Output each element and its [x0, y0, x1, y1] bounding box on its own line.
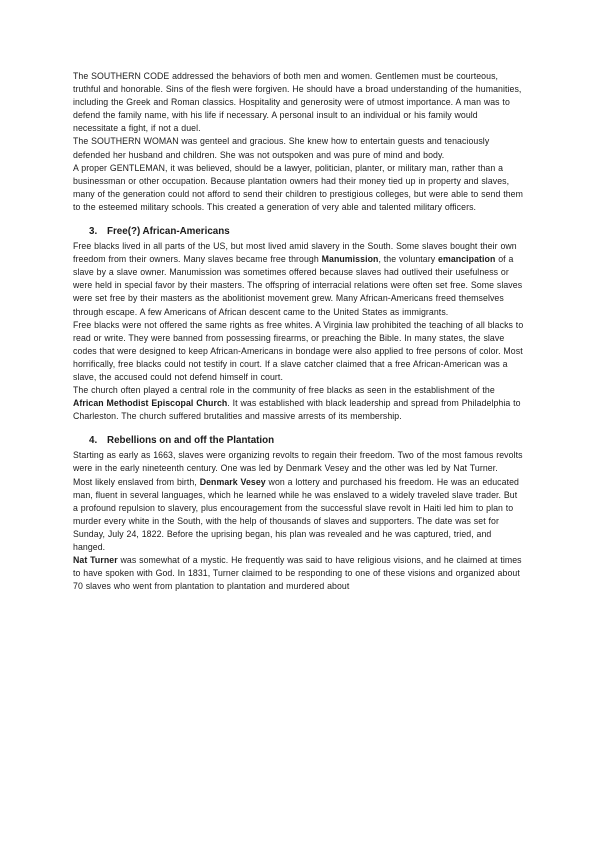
church-paragraph: The church often played a central role in the community of free blacks as seen in the establishment of the African Methodist Episcopal Church. It was established with black leadership and spread from Philadelphia to Charleston. The church suffered brutalities and massive arrests of its membership. [73, 385, 521, 422]
denmark-vesey-paragraph: Most likely enslaved from birth, Denmark Vesey won a lottery and purchased his freedom. He was an educated man, fluent in several languages, which he learned while he was enslaved to a widely traveled slave trader. But a profound repulsion to slavery, plus encouragement from the successful slave revolt in Haiti led him to plan to murder every white in the South, with the help of thousands of slaves and supporters. The date was set for Sunday, July 24, 1822. Before the uprising began, his plan was revealed and he was captured, tried, and hanged. [73, 476, 519, 552]
term-emancipation: emancipation [438, 254, 496, 265]
gentleman-paragraph: A proper GENTLEMAN, it was believed, should be a lawyer, politician, planter, or military man, rather than a businessman or other occupation. Because plantation owners had their money tied up in property and slaves, many of the generation could not afford to send their children to prestigious colleges, but were able to send them to the esteemed military schools. This created a generation of very able and talented military officers. [73, 162, 523, 212]
term-ame-church: African Methodist Episcopal Church [73, 398, 228, 409]
section-title: Rebellions on and off the Plantation [107, 435, 275, 447]
section-number: 4. [89, 435, 98, 447]
southern-code-section [73, 70, 524, 214]
section-heading-rebellions [73, 434, 524, 447]
term-manumission: Manumission [321, 254, 379, 265]
section-number: 3. [89, 226, 98, 238]
revolts-paragraph: Starting as early as 1663, slaves were organizing revolts to regain their freedom. Two of the most famous revolts were in the early nineteenth century. One was led by Denmark Vesey and the other was led by Nat Turner. [73, 450, 523, 474]
term-denmark-vesey: Denmark Vesey [199, 476, 266, 487]
section-heading-free-african-americans [73, 225, 524, 238]
southern-code-paragraph: The SOUTHERN CODE addressed the behaviors of both men and women. Gentlemen must be courteous, truthful and honorable. Sins of the flesh were forgiven. He should have a broad understanding of the humanities, including the Greek and Roman classics. Hospitality and generosity were of utmost importance. A man was to defend the family name, with his life if necessary. A personal insult to an individual or his family would necessitate a fight, if not a duel. [73, 71, 522, 134]
free-blacks-rights-paragraph: Free blacks were not offered the same rights as free whites. A Virginia law prohibited the teaching of all blacks to read or write. They were banned from possessing firearms, or preaching the Bible. In many states, the slave codes that were designed to keep African-Americans in bondage were also applied to free persons of color. Most horrifically, free blacks could not testify in court. If a slave catcher claimed that a free African-American was a slave, the accused could not defend himself in court. [73, 319, 524, 382]
section-title: Free(?) African-Americans [107, 226, 230, 238]
nat-turner-paragraph: Nat Turner was somewhat of a mystic. He frequently was said to have religious visions, and he claimed at times to have spoken with God. In 1831, Turner claimed to be responding to one of these visions and organized about 70 slaves who went from plantation to plantation and murdered about [73, 555, 522, 592]
free-blacks-paragraph: Free blacks lived in all parts of the US, but most lived amid slavery in the South. Some slaves bought their own freedom from their owners. Many slaves became free through Manumission, the voluntary emancipation of a slave by a slave owner. Manumission was sometimes offered because slaves had outlived their usefulness or were held in special favor by their masters. The offspring of interracial relations were often set free. Some slaves were set free by their masters as the abolitionist movement grew. Many African-Americans freed themselves through escape. A few Americans of African descent came to the United States as immigrants. [73, 241, 523, 317]
term-nat-turner: Nat Turner [73, 555, 118, 566]
southern-woman-paragraph: The SOUTHERN WOMAN was genteel and gracious. She knew how to entertain guests and tenaciously defended her husband and children. She was not outspoken and was pure of mind and body. [73, 136, 490, 160]
